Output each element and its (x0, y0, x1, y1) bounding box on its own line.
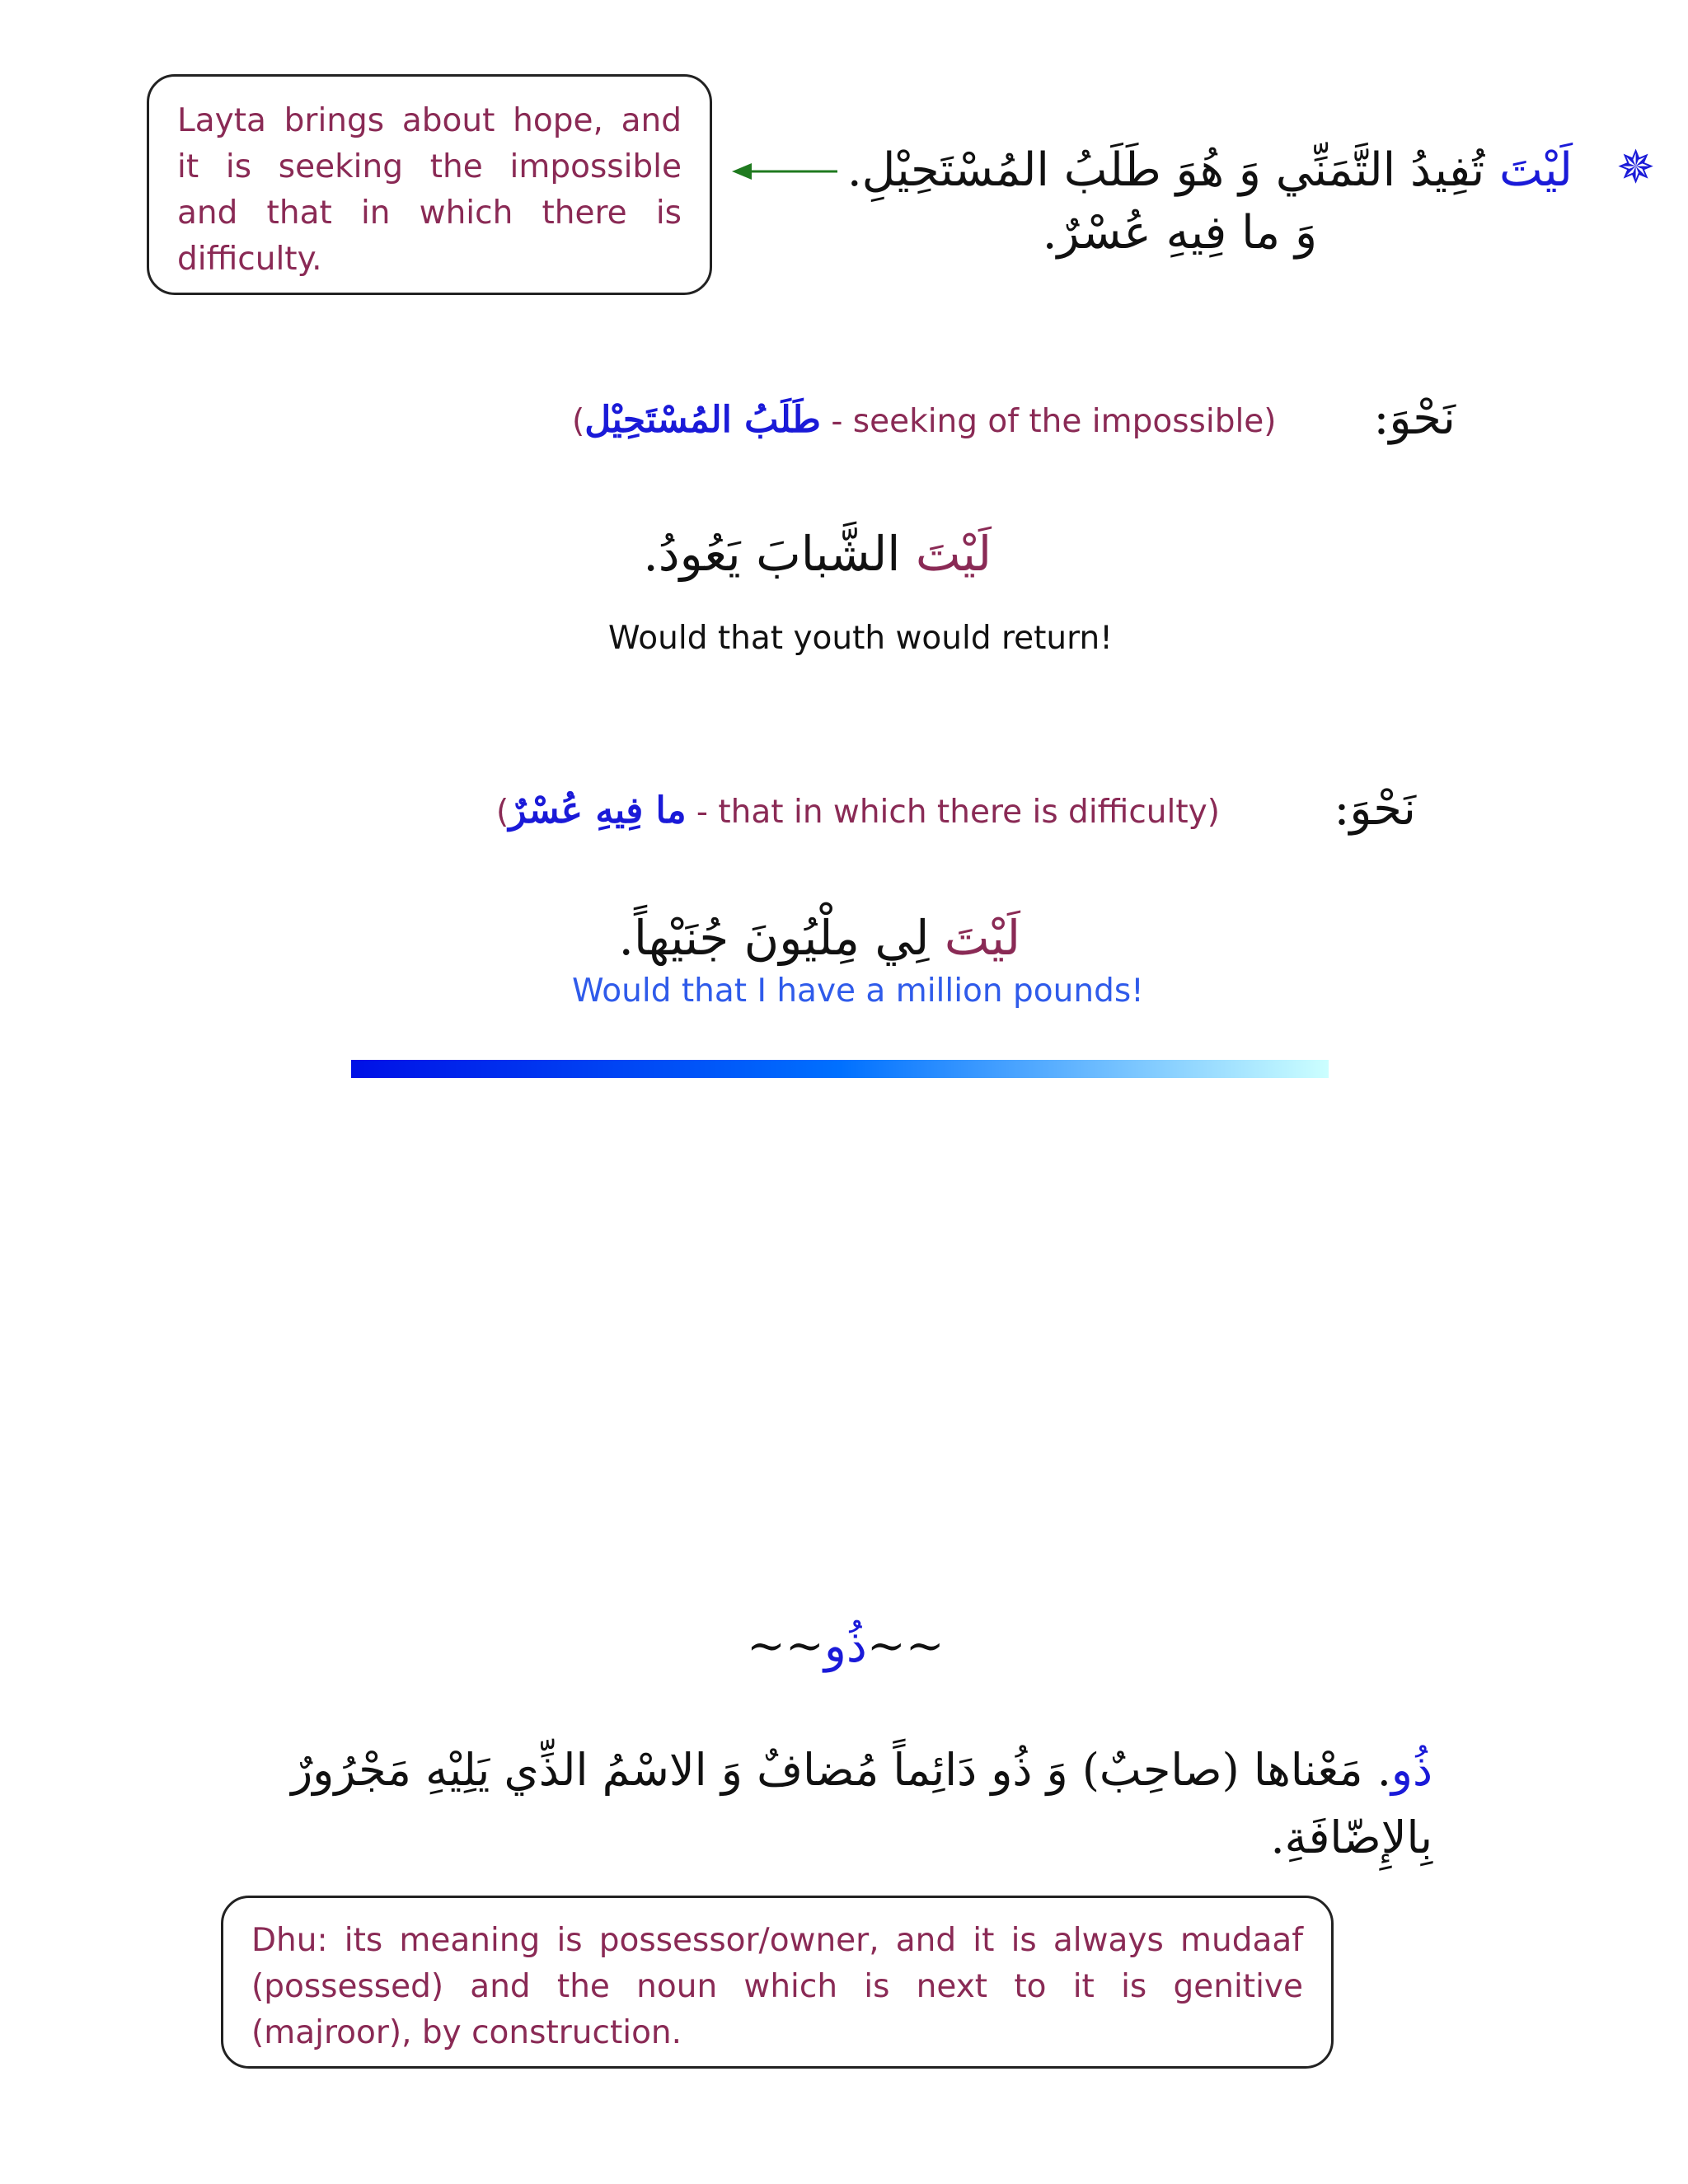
layta-rule-line1 (847, 138, 1573, 203)
example2-label (496, 790, 1220, 832)
example2-open-paren: ( (496, 794, 509, 831)
star-bullet-icon: ✵ (1616, 141, 1655, 194)
layta-note-box (147, 74, 712, 295)
dhu-note-box (221, 1896, 1334, 2069)
example1-label-english: - seeking of the impossible) (820, 403, 1277, 440)
example1-sentence-rest: الشَّبابَ يَعُودُ. (643, 526, 916, 582)
dhu-rule-line1 (291, 1737, 1432, 1803)
example1-label (572, 399, 1277, 441)
example2-sentence (619, 905, 1021, 971)
arrow-left-icon (732, 160, 839, 183)
example2-nahwu: نَحْوَ: (1334, 782, 1416, 836)
example2-label-arabic: ما فِيهِ عُسْرٌ (509, 790, 687, 832)
example1-layta: لَيْتَ (915, 526, 992, 582)
example1-translation: Would that youth would return! (608, 620, 1113, 657)
layta-note-text: Layta brings about hope, and it is seeking the impossible and that in which there is difficulty. (177, 102, 682, 278)
layta-rule-rest: تُفِيدُ التَّمَنِّي وَ هُوَ طَلَبُ المُسْتَحِيْلِ. (846, 143, 1500, 197)
dhu-word: ذُو (1390, 1744, 1432, 1796)
dhu-heading (747, 1615, 945, 1678)
dhu-heading-tilde-left: ~~ (747, 1619, 824, 1673)
dhu-rule-rest: . مَعْناها (صاحِبٌ) وَ ذُو دَائِماً مُضافٌ وَ الاسْمُ الذِّي يَلِيْهِ مَجْرُورٌ (291, 1744, 1391, 1796)
example2-layta: لَيْتَ (944, 910, 1020, 966)
dhu-rule-line2: بِالإِضّافَةِ. (1270, 1811, 1432, 1863)
example1-open-paren: ( (572, 403, 585, 440)
example2-label-english: - that in which there is difficulty) (686, 794, 1220, 831)
layta-word: لَيْتَ (1499, 143, 1573, 197)
dhu-note-text: Dhu: its meaning is possessor/owner, and it is always mudaaf (possessed) and the noun which is next to it is genitive (majroor), by construction. (251, 1922, 1303, 2051)
example1-label-arabic: طَلَبُ المُسْتَحِيْل (584, 399, 821, 441)
example1-nahwu: نَحْوَ: (1373, 391, 1456, 445)
example1-sentence (643, 521, 992, 587)
dhu-heading-tilde-right: ~~ (866, 1619, 945, 1673)
example2-translation: Would that I have a million pounds! (572, 972, 1144, 1010)
gradient-divider (351, 1060, 1329, 1078)
layta-rule-line2: وَ ما فِيهِ عُسْرٌ. (1042, 206, 1317, 260)
dhu-heading-word: ذُو (823, 1619, 867, 1673)
example2-sentence-rest: لِي مِلْيُونَ جُنَيْهاً. (618, 910, 945, 966)
